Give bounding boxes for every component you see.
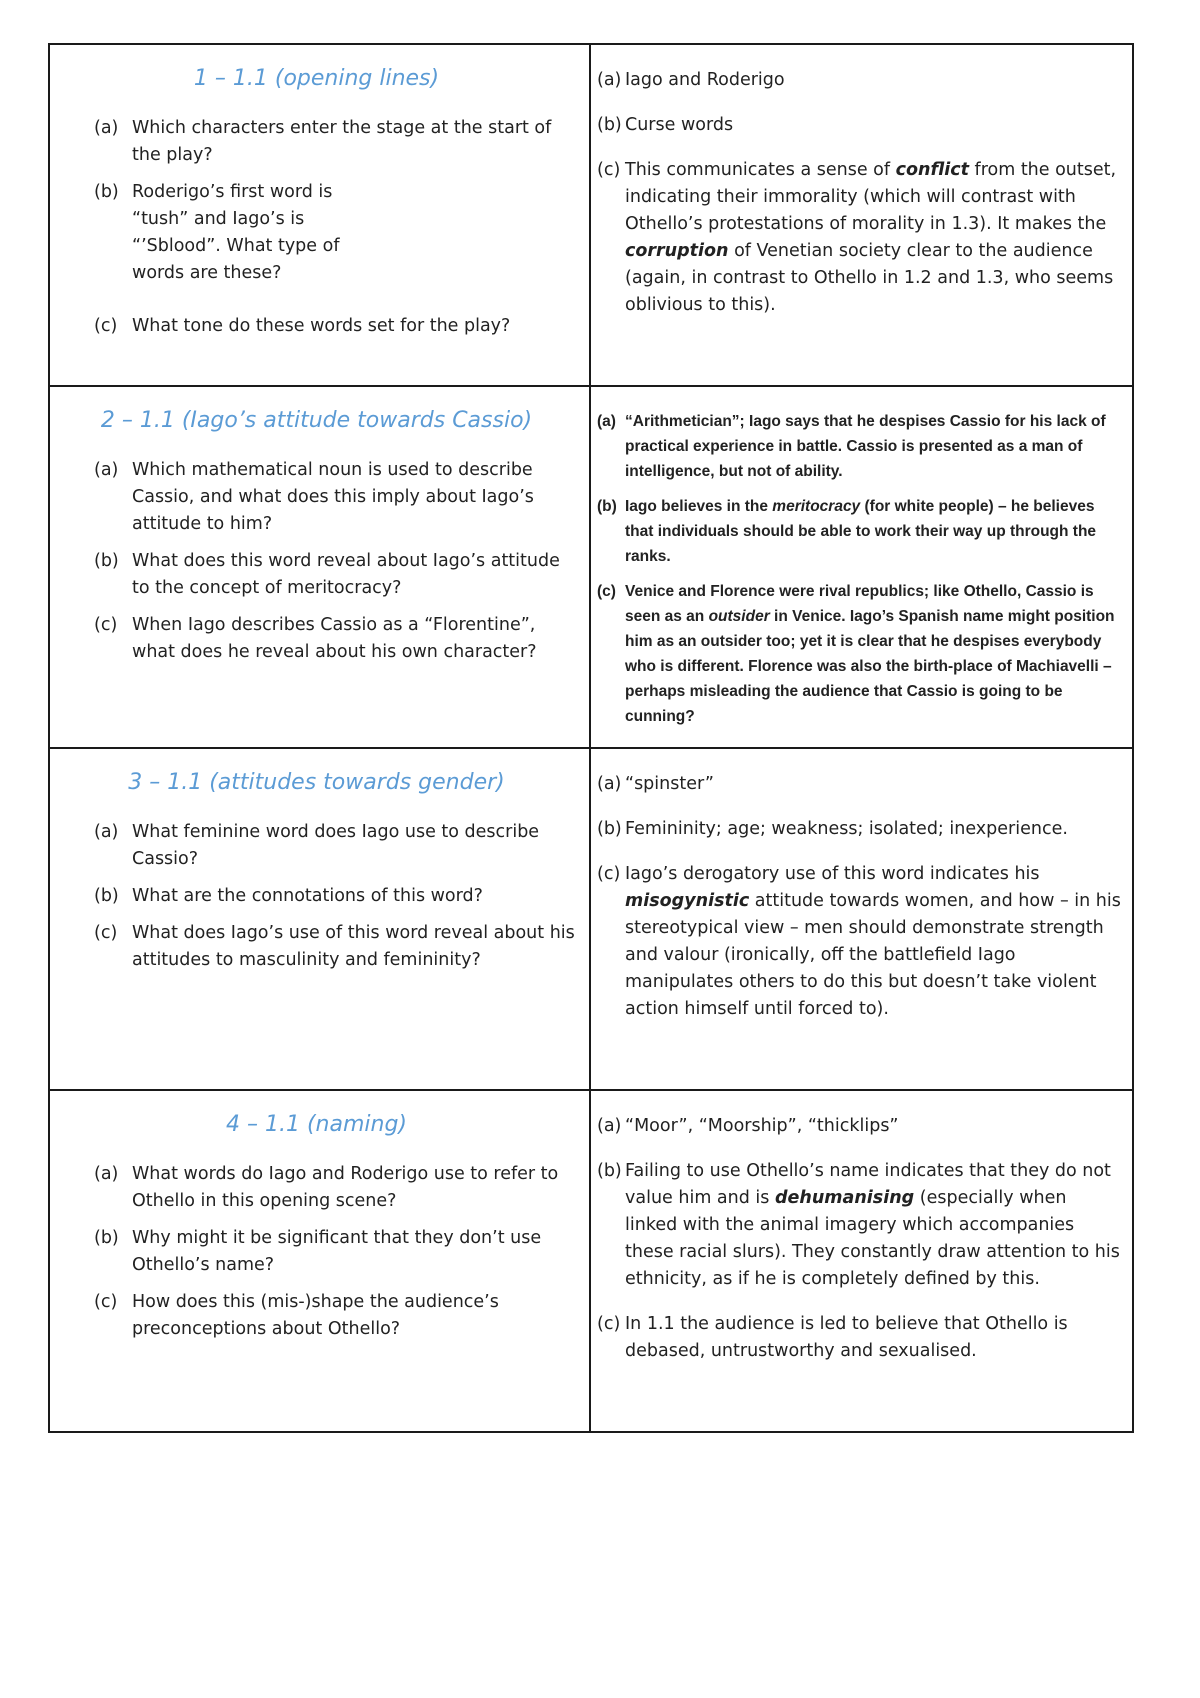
key-term: corruption	[625, 241, 729, 261]
answer-text: In 1.1 the audience is led to believe that Othello is debased, untrustworthy and sexualised.	[625, 1314, 1068, 1361]
question-item	[94, 548, 579, 602]
question-cell	[49, 44, 590, 386]
question-item	[94, 1289, 579, 1343]
answer-item	[597, 409, 1124, 484]
answer-cell	[590, 44, 1133, 386]
key-term: outsider	[708, 608, 770, 625]
question-text: What words do Iago and Roderigo use to refer to Othello in this opening scene?	[132, 1164, 559, 1211]
answer-text-part: (especially when linked with the animal imagery which accompanies these racial slurs). They constantly draw attention to his ethnicity, as if he is completely defined by this.	[625, 1188, 1120, 1289]
item-label: (a)	[94, 460, 119, 480]
card-title: 4 – 1.1 (naming)	[225, 1112, 407, 1137]
key-term: meritocracy	[772, 498, 861, 515]
answer-item	[597, 1158, 1124, 1293]
item-label: (b)	[597, 819, 622, 839]
card-row	[49, 44, 1133, 386]
question-item	[94, 819, 579, 873]
key-term: misogynistic	[625, 891, 750, 911]
question-text: What are the connotations of this word?	[132, 886, 483, 906]
answer-text-part: Failing to use Othello’s name indicates that they do not value him and is	[625, 1161, 1111, 1208]
question-text: When Iago describes Cassio as a “Florentine”, what does he reveal about his own character?	[132, 615, 537, 662]
item-label: (b)	[597, 115, 622, 135]
answer-cell	[590, 1090, 1133, 1432]
answer-text-part: from the outset, indicating their immorality (which will contrast with Othello’s protestations of morality in 1.3). It makes the	[625, 160, 1117, 234]
card-title: 1 – 1.1 (opening lines)	[193, 66, 440, 91]
item-label: (c)	[597, 160, 621, 180]
item-label: (b)	[94, 182, 119, 202]
answer-text: “spinster”	[625, 774, 714, 794]
answer-text	[625, 157, 1124, 319]
answer-text	[625, 861, 1124, 1023]
answer-text: “Arithmetician”; Iago says that he despises Cassio for his lack of practical experience in battle. Cassio is presented as a man of intelligence, but not of ability.	[625, 413, 1106, 480]
answer-text	[625, 494, 1124, 569]
question-item	[94, 179, 579, 287]
answer-text-part: Venice and Florence were rival republics; like Othello, Cassio is seen as an	[625, 583, 1094, 625]
item-label: (c)	[94, 615, 118, 635]
answer-text	[625, 579, 1124, 729]
item-label: (c)	[597, 583, 616, 600]
question-text: Why might it be significant that they don’t use Othello’s name?	[132, 1228, 542, 1275]
item-label: (a)	[597, 413, 616, 430]
answer-text: “Moor”, “Moorship”, “thicklips”	[625, 1116, 899, 1136]
question-item	[94, 1161, 579, 1215]
answer-text-part: Iago’s derogatory use of this word indicates his	[625, 864, 1040, 884]
item-label: (b)	[597, 1161, 622, 1181]
question-item	[94, 1225, 579, 1279]
item-label: (a)	[597, 70, 622, 90]
answer-text: Curse words	[625, 115, 734, 135]
item-label: (c)	[597, 1314, 621, 1334]
answer-item	[597, 579, 1124, 729]
answer-cell	[590, 748, 1133, 1090]
question-text: What tone do these words set for the play?	[132, 316, 511, 336]
answer-item	[597, 494, 1124, 569]
item-label: (b)	[94, 1228, 119, 1248]
answer-cell	[590, 386, 1133, 748]
question-item	[94, 612, 579, 666]
question-item	[94, 313, 579, 340]
answer-item	[597, 1311, 1124, 1365]
question-text: What does this word reveal about Iago’s attitude to the concept of meritocracy?	[132, 551, 560, 598]
answer-item	[597, 816, 1124, 843]
question-text: Which mathematical noun is used to describe Cassio, and what does this imply about Iago’s attitude to him?	[132, 460, 534, 534]
card-title: 2 – 1.1 (Iago’s attitude towards Cassio)	[100, 408, 533, 433]
question-text: Roderigo’s first word is “tush” and Iago’s is “’Sblood”. What type of words are these?	[132, 182, 340, 283]
item-label: (b)	[94, 551, 119, 571]
item-label: (c)	[94, 1292, 118, 1312]
card-row	[49, 386, 1133, 748]
item-label: (c)	[94, 316, 118, 336]
item-label: (c)	[597, 864, 621, 884]
question-item	[94, 115, 579, 169]
answer-text-part: This communicates a sense of	[625, 160, 896, 180]
question-item	[94, 883, 579, 910]
answer-item	[597, 112, 1124, 139]
card-row	[49, 748, 1133, 1090]
item-label: (a)	[94, 118, 119, 138]
item-label: (b)	[597, 498, 617, 515]
item-label: (a)	[597, 774, 622, 794]
item-label: (b)	[94, 886, 119, 906]
answer-item	[597, 1113, 1124, 1140]
question-text: What feminine word does Iago use to describe Cassio?	[132, 822, 540, 869]
key-term: dehumanising	[774, 1188, 915, 1208]
card-row	[49, 1090, 1133, 1432]
answer-item	[597, 67, 1124, 94]
answer-text-part: attitude towards women, and how – in his stereotypical view – men should demonstrate strength and valour (ironically, off the battlefield Iago manipulates others to do this but doesn’t take violent action himself until forced to).	[625, 891, 1121, 1019]
question-cell	[49, 1090, 590, 1432]
answer-text-part: (for white people) – he believes that individuals should be able to work their way up through the ranks.	[625, 498, 1097, 565]
question-cell	[49, 748, 590, 1090]
answer-text-part: of Venetian society clear to the audience (again, in contrast to Othello in 1.2 and 1.3, who seems oblivious to this).	[625, 241, 1114, 315]
answer-item	[597, 861, 1124, 1023]
item-label: (a)	[94, 1164, 119, 1184]
key-term: conflict	[895, 160, 969, 180]
question-cell	[49, 386, 590, 748]
answer-item	[597, 771, 1124, 798]
question-item	[94, 457, 579, 538]
question-text: What does Iago’s use of this word reveal about his attitudes to masculinity and femininity?	[132, 923, 575, 970]
card-title: 3 – 1.1 (attitudes towards gender)	[128, 770, 505, 795]
revision-cards-table	[48, 43, 1134, 1433]
answer-text-part: in Venice. Iago’s Spanish name might position him as an outsider too; yet it is clear that he despises everybody who is different. Florence was also the birth-place of Machiavelli – perhaps misleading the audience that Cassio is going to be cunning?	[625, 608, 1115, 725]
item-label: (a)	[94, 822, 119, 842]
answer-text	[625, 1158, 1124, 1293]
answer-text: Iago and Roderigo	[625, 70, 785, 90]
answer-text: Femininity; age; weakness; isolated; inexperience.	[625, 819, 1068, 839]
item-label: (a)	[597, 1116, 622, 1136]
question-item	[94, 920, 579, 974]
answer-item	[597, 157, 1124, 319]
question-text: How does this (mis-)shape the audience’s preconceptions about Othello?	[132, 1292, 499, 1339]
answer-text-part: Iago believes in the	[625, 498, 773, 515]
question-text: Which characters enter the stage at the start of the play?	[132, 118, 552, 165]
item-label: (c)	[94, 923, 118, 943]
